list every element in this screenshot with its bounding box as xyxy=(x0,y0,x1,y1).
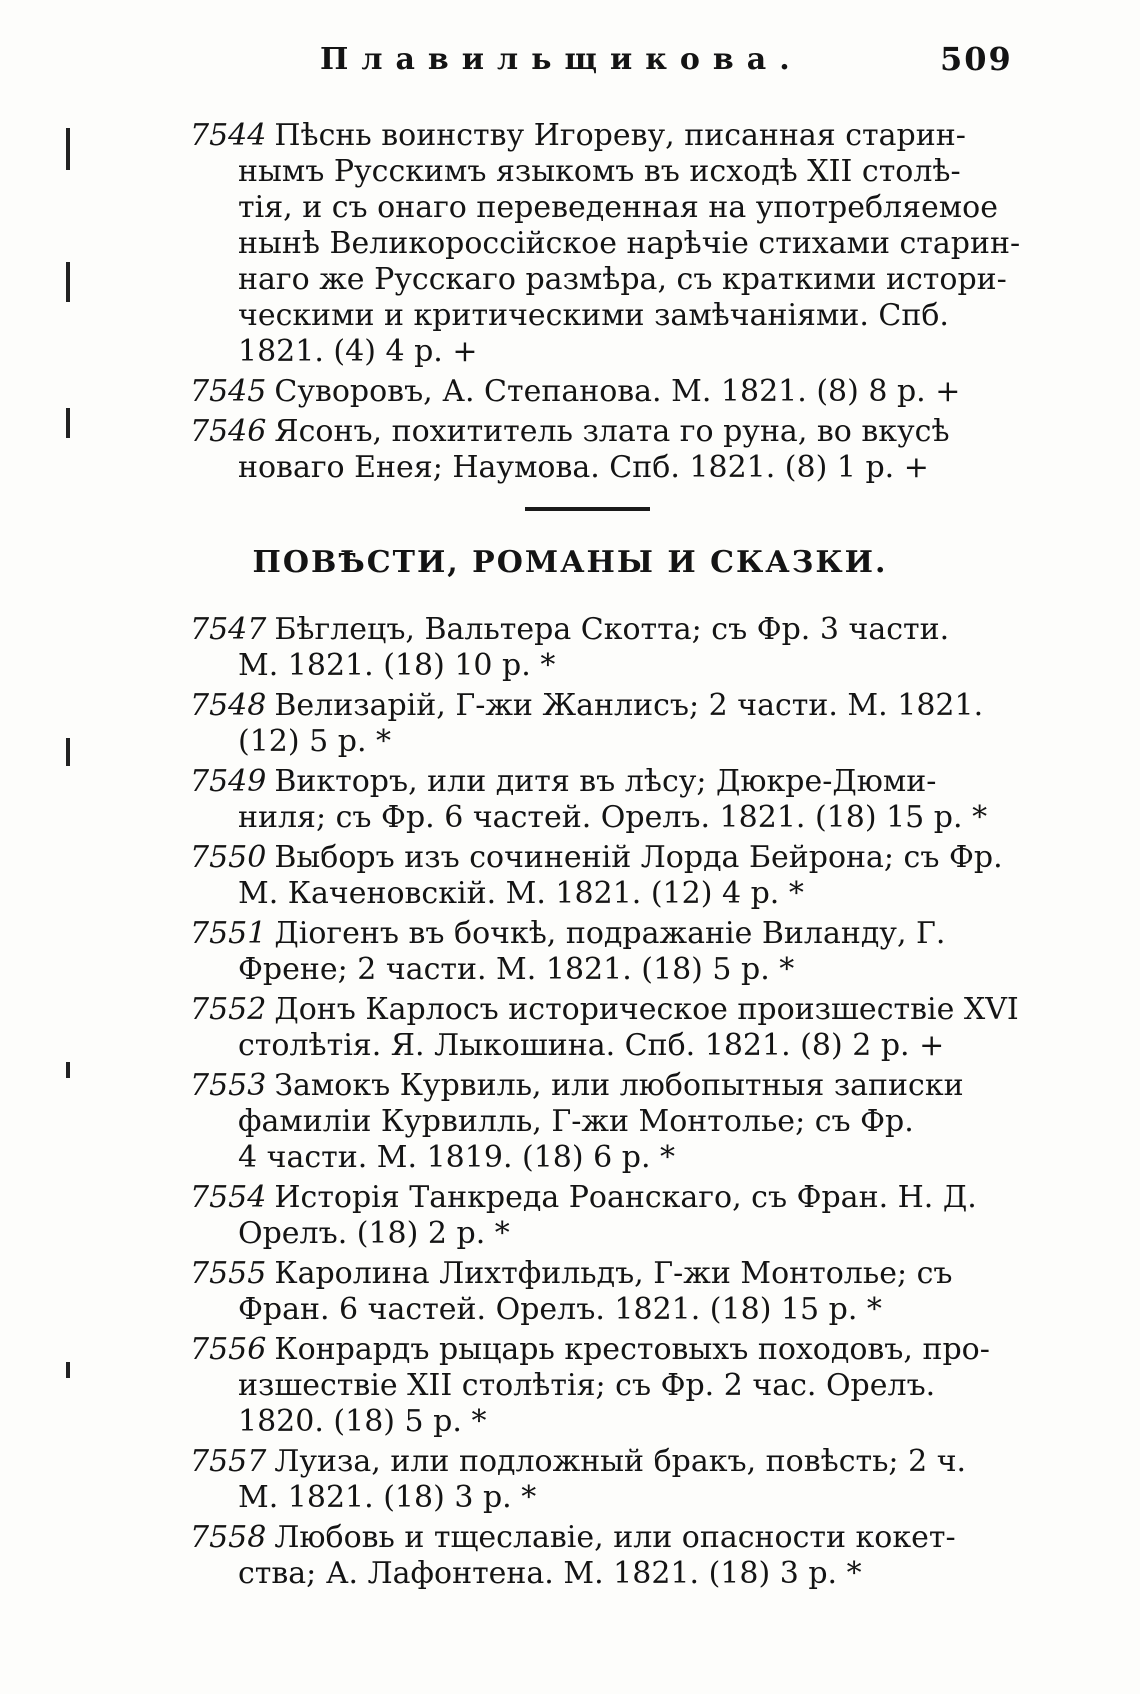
entry-number: 7548 xyxy=(190,688,267,723)
entry-first-line xyxy=(190,1520,1020,1556)
entry-continuation-line: изшествіе XII столѣтія; съ Фр. 2 час. Орелъ. xyxy=(238,1368,936,1403)
entry-number: 7550 xyxy=(190,840,267,875)
entry-first-line xyxy=(190,612,1020,648)
entry-continuation-line: 1821. (4) 4 р. + xyxy=(238,334,478,369)
entry-continuation-line: ства; А. Лафонтена. М. 1821. (18) 3 р. * xyxy=(238,1556,862,1591)
entry-continuation-line: М. Каченовскій. М. 1821. (12) 4 р. * xyxy=(238,876,804,911)
entry-continuation-line: нымъ Русскимъ языкомъ въ исходѣ XII столѣ- xyxy=(238,154,961,189)
entry-text: Каролина Лихтфильдъ, Г-жи Монтолье; съ xyxy=(274,1256,953,1291)
entry-continuation-line: Френе; 2 части. М. 1821. (18) 5 р. * xyxy=(238,952,795,987)
catalog-entry xyxy=(190,916,1020,988)
catalog-entry xyxy=(190,1180,1020,1252)
entry-number: 7549 xyxy=(190,764,267,799)
entry-first-line xyxy=(190,764,1020,800)
entry-first-line xyxy=(190,1444,1020,1480)
entry-text: Выборъ изъ сочиненій Лорда Бейрона; съ Фр. xyxy=(274,840,1003,875)
entry-text: Діогенъ въ бочкѣ, подражаніе Виланду, Г. xyxy=(274,916,946,951)
entry-text: Донъ Карлосъ историческое произшествіе XVI xyxy=(274,992,1019,1027)
entry-text: Замокъ Курвиль, или любопытныя записки xyxy=(274,1068,964,1103)
margin-mark xyxy=(66,1062,70,1078)
margin-mark xyxy=(66,1362,70,1378)
entry-text: Ясонъ, похититель злата го руна, во вкусѣ xyxy=(274,414,950,449)
catalog-entry xyxy=(190,840,1020,912)
catalog-entry xyxy=(190,764,1020,836)
section-divider xyxy=(525,507,650,511)
catalog-entry xyxy=(190,1256,1020,1328)
entry-continuation-line: столѣтія. Я. Лыкошина. Спб. 1821. (8) 2 р. + xyxy=(238,1028,945,1063)
page-number: 509 xyxy=(940,40,1013,78)
entry-first-line xyxy=(190,840,1020,876)
catalog-entry xyxy=(190,1520,1020,1592)
entry-continuation-line: тія, и съ онаго переведенная на употребляемое xyxy=(238,190,998,225)
entry-first-line xyxy=(190,1180,1020,1216)
entry-text: Суворовъ, А. Степанова. М. 1821. (8) 8 р. + xyxy=(274,374,961,409)
entry-text: Исторія Танкреда Роанскаго, съ Фран. Н. Д. xyxy=(274,1180,977,1215)
entry-first-line xyxy=(190,916,1020,952)
entry-first-line xyxy=(190,688,1020,724)
entry-number: 7545 xyxy=(190,374,267,409)
entry-continuation-line: фамиліи Курвилль, Г-жи Монтолье; съ Фр. xyxy=(238,1104,914,1139)
entry-number: 7553 xyxy=(190,1068,267,1103)
entry-first-line xyxy=(190,374,1020,410)
catalog-entry xyxy=(190,118,1020,370)
entry-number: 7558 xyxy=(190,1520,267,1555)
entry-text: Конрардъ рыцарь крестовыхъ походовъ, про- xyxy=(274,1332,990,1367)
entry-first-line xyxy=(190,414,1020,450)
entry-continuation-line: М. 1821. (18) 3 р. * xyxy=(238,1480,537,1515)
catalog-entry xyxy=(190,612,1020,684)
entry-continuation-line: наго же Русскаго размѣра, съ краткими истори- xyxy=(238,262,1007,297)
entry-first-line xyxy=(190,1332,1020,1368)
margin-mark xyxy=(66,128,70,170)
catalog-entry xyxy=(190,1332,1020,1440)
entry-first-line xyxy=(190,1068,1020,1104)
entry-number: 7557 xyxy=(190,1444,267,1479)
running-title: Плавильщикова. xyxy=(320,42,803,77)
catalog-entry xyxy=(190,1068,1020,1176)
entry-continuation-line: (12) 5 р. * xyxy=(238,724,392,759)
entry-continuation-line: нынѣ Великороссійское нарѣчіе стихами старин- xyxy=(238,226,1020,261)
entry-text: Викторъ, или дитя въ лѣсу; Дюкре-Дюми- xyxy=(274,764,937,799)
entry-text: Велизарій, Г-жи Жанлисъ; 2 части. М. 1821. xyxy=(274,688,984,723)
catalog-entry xyxy=(190,1444,1020,1516)
entry-continuation-line: Фран. 6 частей. Орелъ. 1821. (18) 15 р. * xyxy=(238,1292,882,1327)
catalog-entry xyxy=(190,992,1020,1064)
top-entries xyxy=(190,118,1020,490)
entry-continuation-line: 1820. (18) 5 р. * xyxy=(238,1404,487,1439)
entry-text: Бѣглецъ, Вальтера Скотта; съ Фр. 3 части. xyxy=(274,612,950,647)
entry-first-line xyxy=(190,992,1020,1028)
entry-continuation-line: новаго Енея; Наумова. Спб. 1821. (8) 1 р. + xyxy=(238,450,929,485)
entry-first-line xyxy=(190,118,1020,154)
entry-continuation-line: М. 1821. (18) 10 р. * xyxy=(238,648,556,683)
entry-number: 7544 xyxy=(190,118,267,153)
catalog-entry xyxy=(190,374,1020,410)
entry-number: 7554 xyxy=(190,1180,267,1215)
entry-continuation-line: ческими и критическими замѣчаніями. Спб. xyxy=(238,298,949,333)
entry-text: Луиза, или подложный бракъ, повѣсть; 2 ч. xyxy=(274,1444,967,1479)
catalog-entry xyxy=(190,688,1020,760)
entry-text: Любовь и тщеславіе, или опасности кокет- xyxy=(274,1520,956,1555)
entry-number: 7547 xyxy=(190,612,267,647)
entry-continuation-line: Орелъ. (18) 2 р. * xyxy=(238,1216,510,1251)
entry-number: 7555 xyxy=(190,1256,267,1291)
entry-text: Пѣснь воинству Игореву, писанная старин- xyxy=(274,118,966,153)
entry-continuation-line: ниля; съ Фр. 6 частей. Орелъ. 1821. (18) 15 р. * xyxy=(238,800,988,835)
margin-mark xyxy=(66,738,70,766)
entry-number: 7552 xyxy=(190,992,267,1027)
section-title: ПОВѢСТИ, РОМАНЫ И СКАЗКИ. xyxy=(252,545,888,580)
entry-first-line xyxy=(190,1256,1020,1292)
entry-number: 7556 xyxy=(190,1332,267,1367)
catalog-entries xyxy=(190,612,1020,1596)
margin-mark xyxy=(66,408,70,438)
margin-mark xyxy=(66,262,70,302)
entry-continuation-line: 4 части. М. 1819. (18) 6 р. * xyxy=(238,1140,676,1175)
entry-number: 7546 xyxy=(190,414,267,449)
entry-number: 7551 xyxy=(190,916,267,951)
catalog-entry xyxy=(190,414,1020,486)
